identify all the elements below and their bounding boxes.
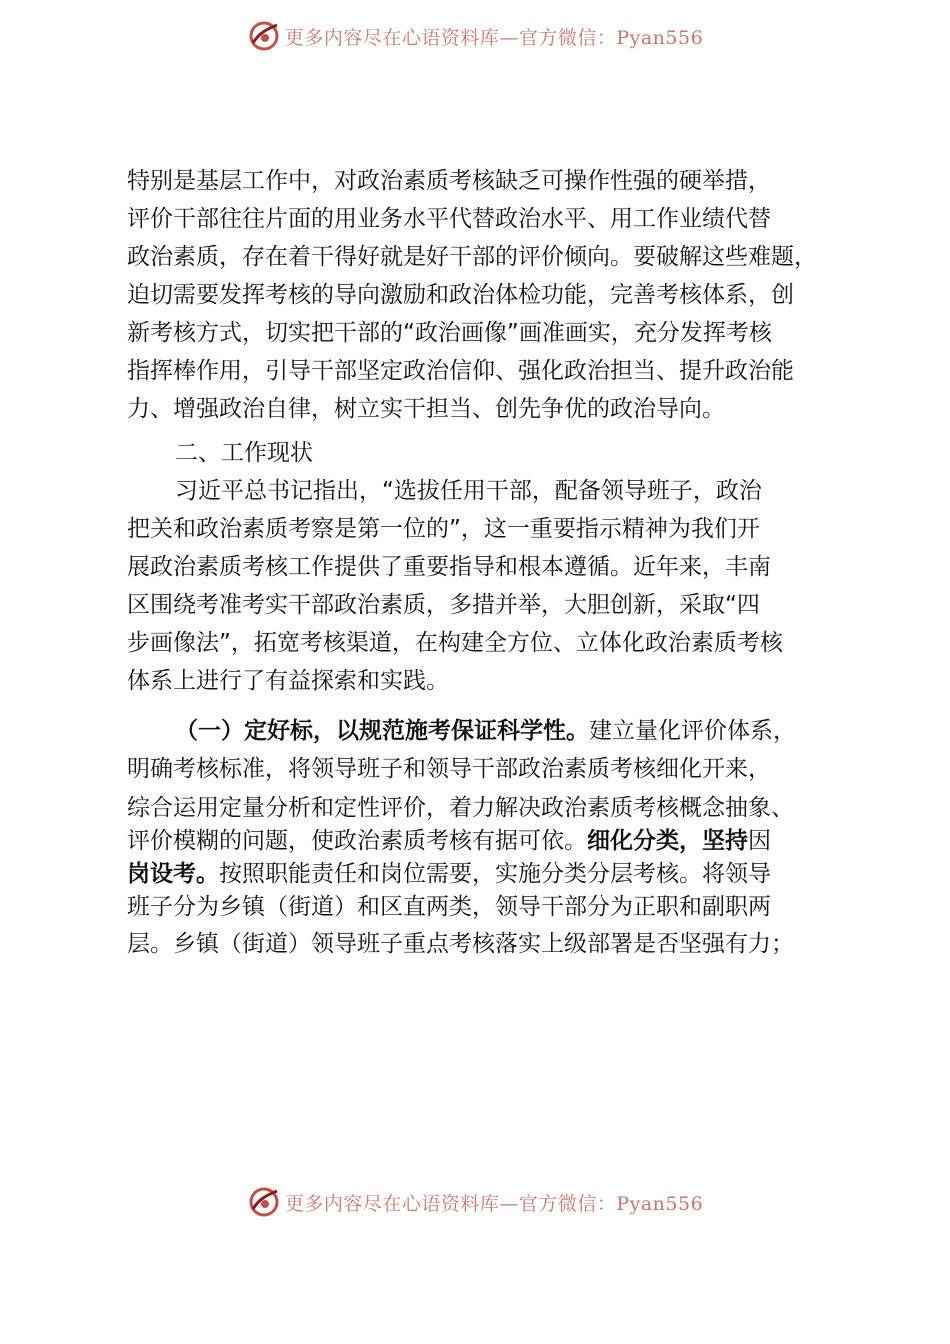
emphasis-bold: 细化分类，坚持 — [587, 828, 748, 854]
body-line: 把关和政治素质考察是第一位的”，这一重要指示精神为我们开 — [127, 516, 760, 542]
watermark-top — [0, 16, 950, 56]
body-line: 新考核方式，切实把干部的“政治画像”画准画实，充分发挥考核 — [127, 320, 772, 346]
body-line — [127, 712, 857, 750]
body-line: 体系上进行了有益探索和实践。 — [127, 668, 449, 694]
logo-icon — [247, 1185, 281, 1219]
logo-icon — [247, 19, 281, 53]
body-line: 步画像法”，拓宽考核渠道，在构建全方位、立体化政治素质考核 — [127, 630, 783, 656]
body-line: 区围绕考准考实干部政治素质，多措并举，大胆创新，采取“四 — [127, 592, 760, 618]
body-line: 力、增强政治自律，树立实干担当、创先争优的政治导向。 — [127, 396, 725, 422]
body-text: 评价模糊的问题，使政治素质考核有据可依。 — [127, 828, 587, 854]
body-line — [127, 825, 857, 858]
watermark-text: 更多内容尽在心语资料库—官方微信：Pyan556 — [284, 1192, 704, 1215]
body-line: 迫切需要发挥考核的导向激励和政治体检功能，完善考核体系，创 — [127, 282, 794, 308]
body-text: 按照职能责任和岗位需要，实施分类分层考核。将领导 — [219, 861, 771, 887]
body-line: 习近平总书记指出，“选拔任用干部，配备领导班子，政治 — [175, 478, 762, 504]
body-line: 综合运用定量分析和定性评价，着力解决政治素质考核概念抽象、 — [127, 795, 794, 821]
document-body — [127, 162, 857, 961]
body-line: 特别是基层工作中，对政治素质考核缺乏可操作性强的硬举措， — [127, 168, 771, 194]
section-heading: 二、工作现状 — [175, 440, 313, 466]
watermark-bottom — [0, 1182, 950, 1222]
subheading-bold: （一）定好标，以规范施考保证科学性。 — [175, 718, 589, 744]
body-line: 班子分为乡镇（街道）和区直两类，领导干部分为正职和副职两 — [127, 894, 771, 920]
body-line: 展政治素质考核工作提供了重要指导和根本遵循。近年来，丰南 — [127, 554, 771, 580]
body-text: 建立量化评价体系， — [589, 718, 796, 744]
body-line — [127, 858, 857, 891]
body-text: 因 — [748, 828, 771, 854]
watermark-text: 更多内容尽在心语资料库—官方微信：Pyan556 — [284, 26, 704, 49]
body-line: 明确考核标准，将领导班子和领导干部政治素质考核细化开来， — [127, 756, 771, 782]
body-line: 政治素质，存在着干得好就是好干部的评价倾向。要破解这些难题， — [127, 244, 817, 270]
body-line: 指挥棒作用，引导干部坚定政治信仰、强化政治担当、提升政治能 — [127, 358, 794, 384]
body-line: 评价干部往往片面的用业务水平代替政治水平、用工作业绩代替 — [127, 206, 771, 232]
body-line: 层。乡镇（街道）领导班子重点考核落实上级部署是否坚强有力； — [127, 931, 794, 957]
emphasis-bold: 岗设考。 — [127, 861, 219, 887]
